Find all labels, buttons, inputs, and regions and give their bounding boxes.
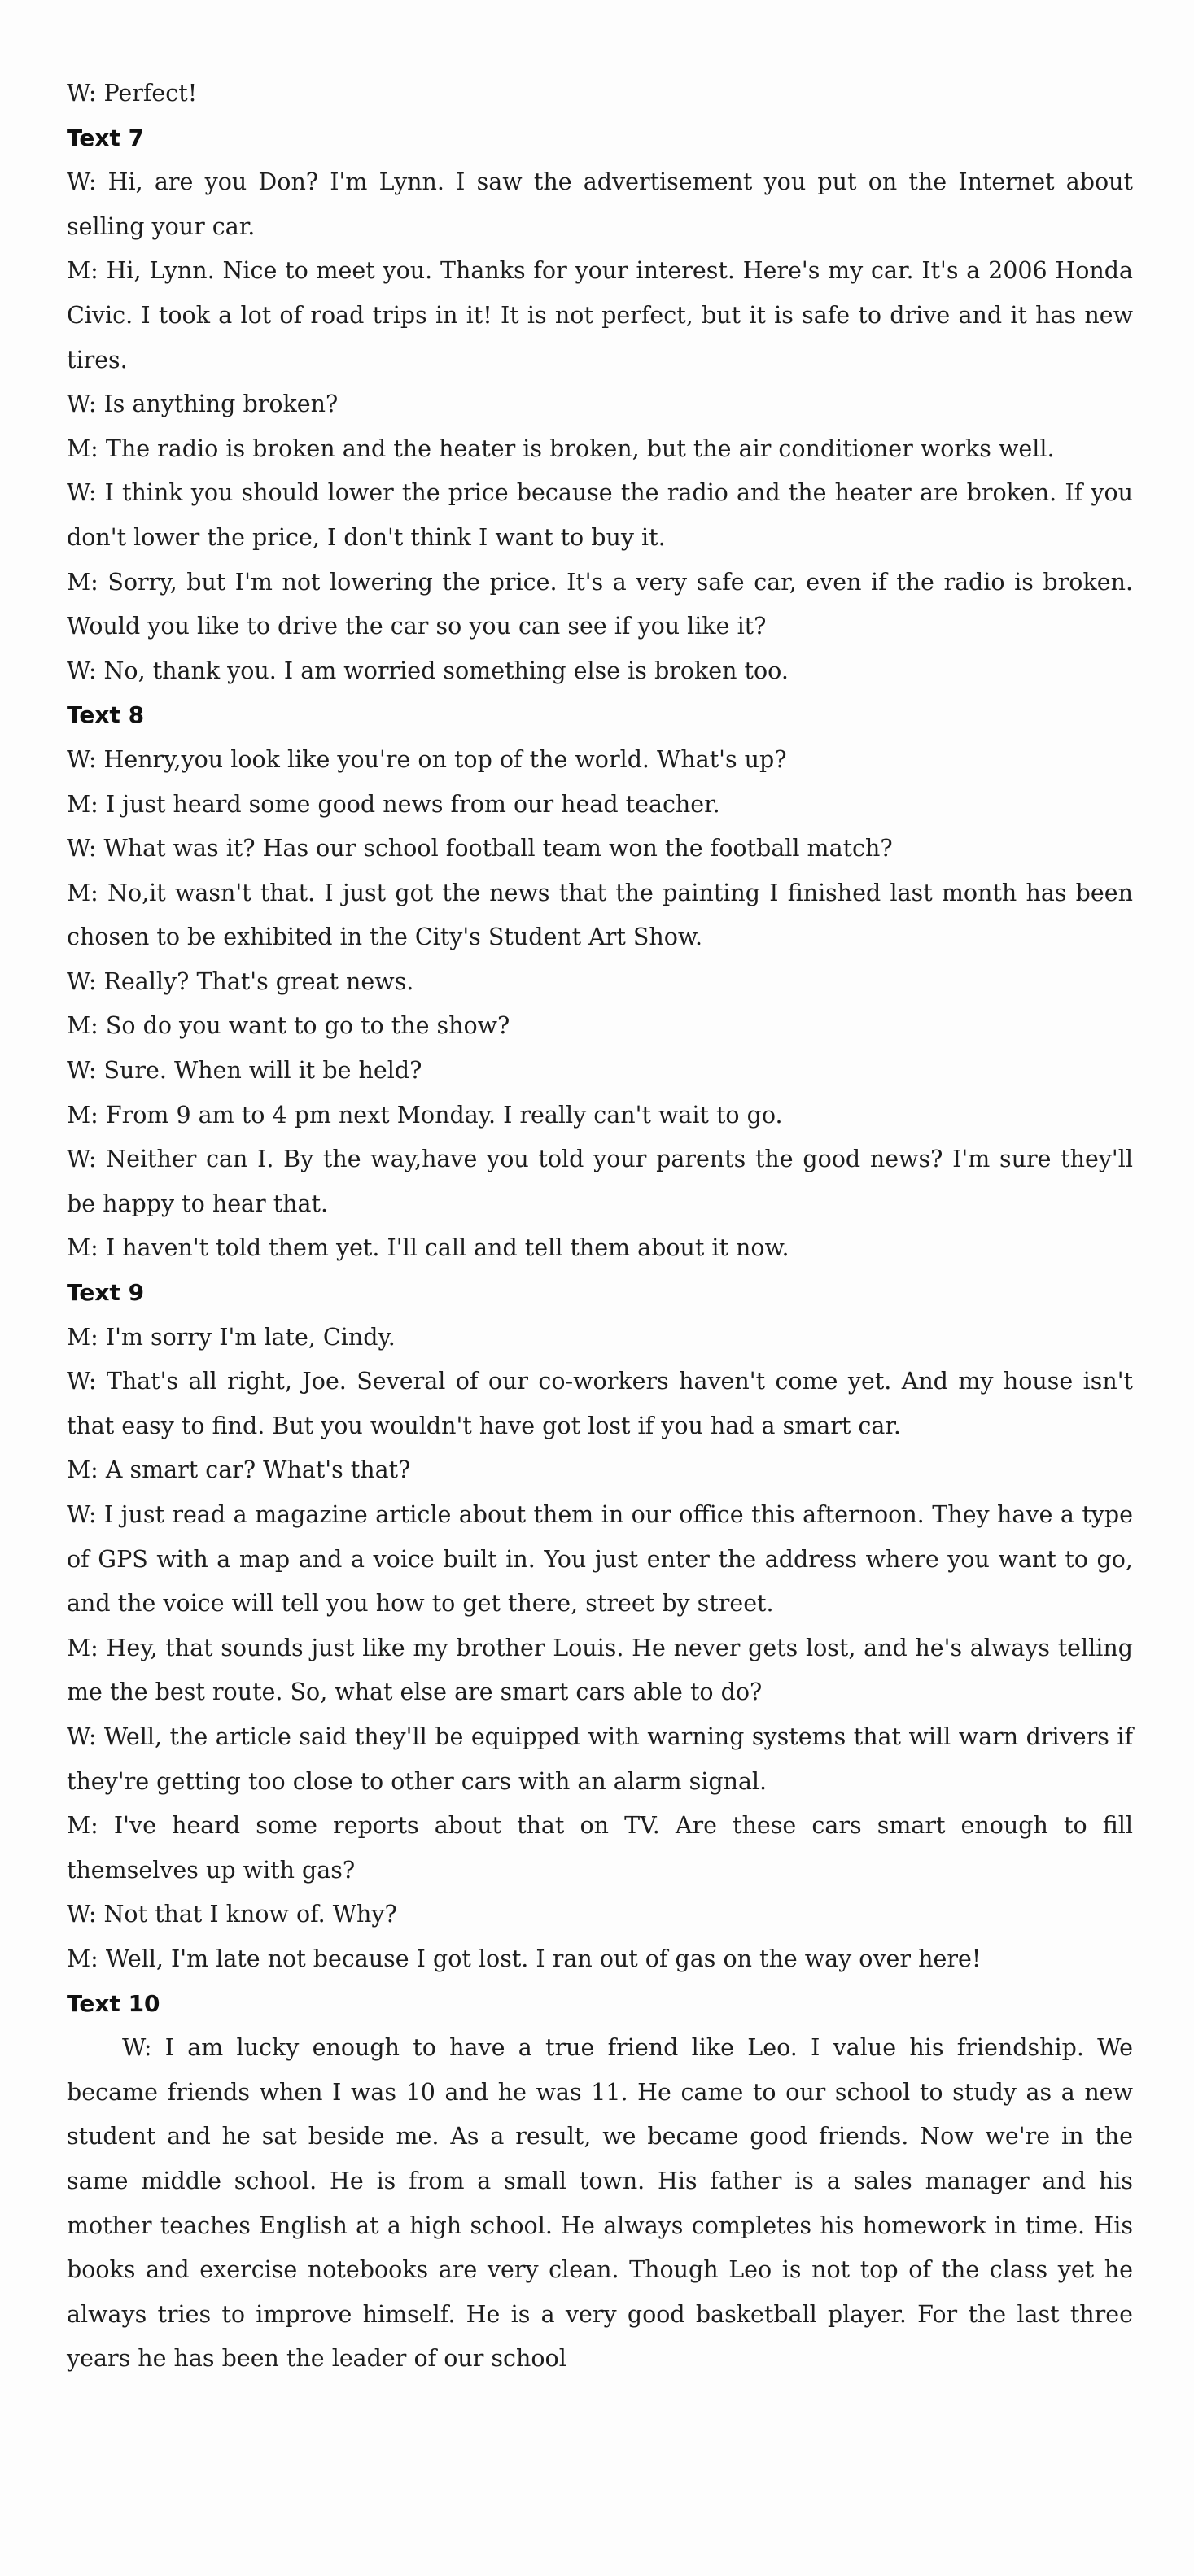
dialogue-line: M: Sorry, but I'm not lowering the price. It's a very safe car, even if the radio is broken. Would you like to drive the car so you can see if you like it? [67, 568, 1133, 640]
dialogue-line: W: Not that I know of. Why? [67, 1901, 397, 1928]
dialogue-line: M: No,it wasn't that. I just got the news that the painting I finished last month has been chosen to be exhibited in the City's Student Art Show. [67, 879, 1133, 951]
dialogue-line: W: No, thank you. I am worried something else is broken too. [67, 657, 789, 684]
dialogue-line: M: Hey, that sounds just like my brother Louis. He never gets lost, and he's always telling me the best route. So, what else are smart cars able to do? [67, 1634, 1133, 1706]
dialogue-line: M: So do you want to go to the show? [67, 1012, 510, 1040]
dialogue-line: M: Hi, Lynn. Nice to meet you. Thanks for your interest. Here's my car. It's a 2006 Honda Civic. I took a lot of road trips in it! It is not perfect, but it is safe to drive and it has new tires. [67, 257, 1133, 373]
dialogue-line: M: I haven't told them yet. I'll call and tell them about it now. [67, 1234, 789, 1262]
section-heading: Text 7 [67, 124, 145, 151]
dialogue-line: W: Really? That's great news. [67, 967, 414, 995]
dialogue-line: W: Perfect! [67, 80, 198, 107]
dialogue-line: M: Well, I'm late not because I got lost. I ran out of gas on the way over here! [67, 1945, 982, 1972]
dialogue-line: W: Neither can I. By the way,have you told your parents the good news? I'm sure they'll be happy to hear that. [67, 1146, 1133, 1217]
section-heading: Text 10 [67, 1989, 160, 2017]
dialogue-line: W: I just read a magazine article about them in our office this afternoon. They have a type of GPS with a map and a voice built in. You just enter the address where you want to go, and the voice will tell you how to get there, street by street. [67, 1501, 1133, 1618]
dialogue-line: M: I've heard some reports about that on TV. Are these cars smart enough to fill themselves up with gas? [67, 1812, 1133, 1884]
section-heading: Text 8 [67, 701, 145, 729]
dialogue-line: W: Is anything broken? [67, 391, 339, 418]
monologue-paragraph: W: I am lucky enough to have a true friend like Leo. I value his friendship. We became friends when I was 10 and he was 11. He came to our school to study as a new student and he sat beside me. As a result, we became good friends. Now we're in the same middle school. He is from a small town. His father is a sales manager and his mother teaches English at a high school. He always completes his homework in time. His books and exercise notebooks are very clean. Though Leo is not top of the class yet he always tries to improve himself. He is a very good basketball player. For the last three years he has been the leader of our school [67, 2034, 1133, 2373]
dialogue-line: M: I'm sorry I'm late, Cindy. [67, 1323, 396, 1351]
dialogue-line: W: What was it? Has our school football team won the football match? [67, 835, 893, 862]
dialogue-line: W: Hi, are you Don? I'm Lynn. I saw the advertisement you put on the Internet about selling your car. [67, 168, 1133, 240]
dialogue-line: W: Sure. When will it be held? [67, 1057, 422, 1085]
section-heading: Text 9 [67, 1279, 145, 1307]
dialogue-line: W: Well, the article said they'll be equipped with warning systems that will warn drivers if they're getting too close to other cars with an alarm signal. [67, 1722, 1133, 1795]
transcript-body [67, 72, 1133, 2382]
dialogue-line: M: I just heard some good news from our head teacher. [67, 790, 720, 818]
dialogue-line: W: That's all right, Joe. Several of our co-workers haven't come yet. And my house isn't that easy to find. But you wouldn't have got lost if you had a smart car. [67, 1368, 1133, 1439]
dialogue-line: W: I think you should lower the price because the radio and the heater are broken. If you don't lower the price, I don't think I want to buy it. [67, 479, 1133, 551]
dialogue-line: M: A smart car? What's that? [67, 1456, 411, 1484]
dialogue-line: W: Henry,you look like you're on top of the world. What's up? [67, 745, 787, 773]
dialogue-line: M: From 9 am to 4 pm next Monday. I really can't wait to go. [67, 1101, 783, 1129]
dialogue-line: M: The radio is broken and the heater is broken, but the air conditioner works well. [67, 434, 1055, 462]
